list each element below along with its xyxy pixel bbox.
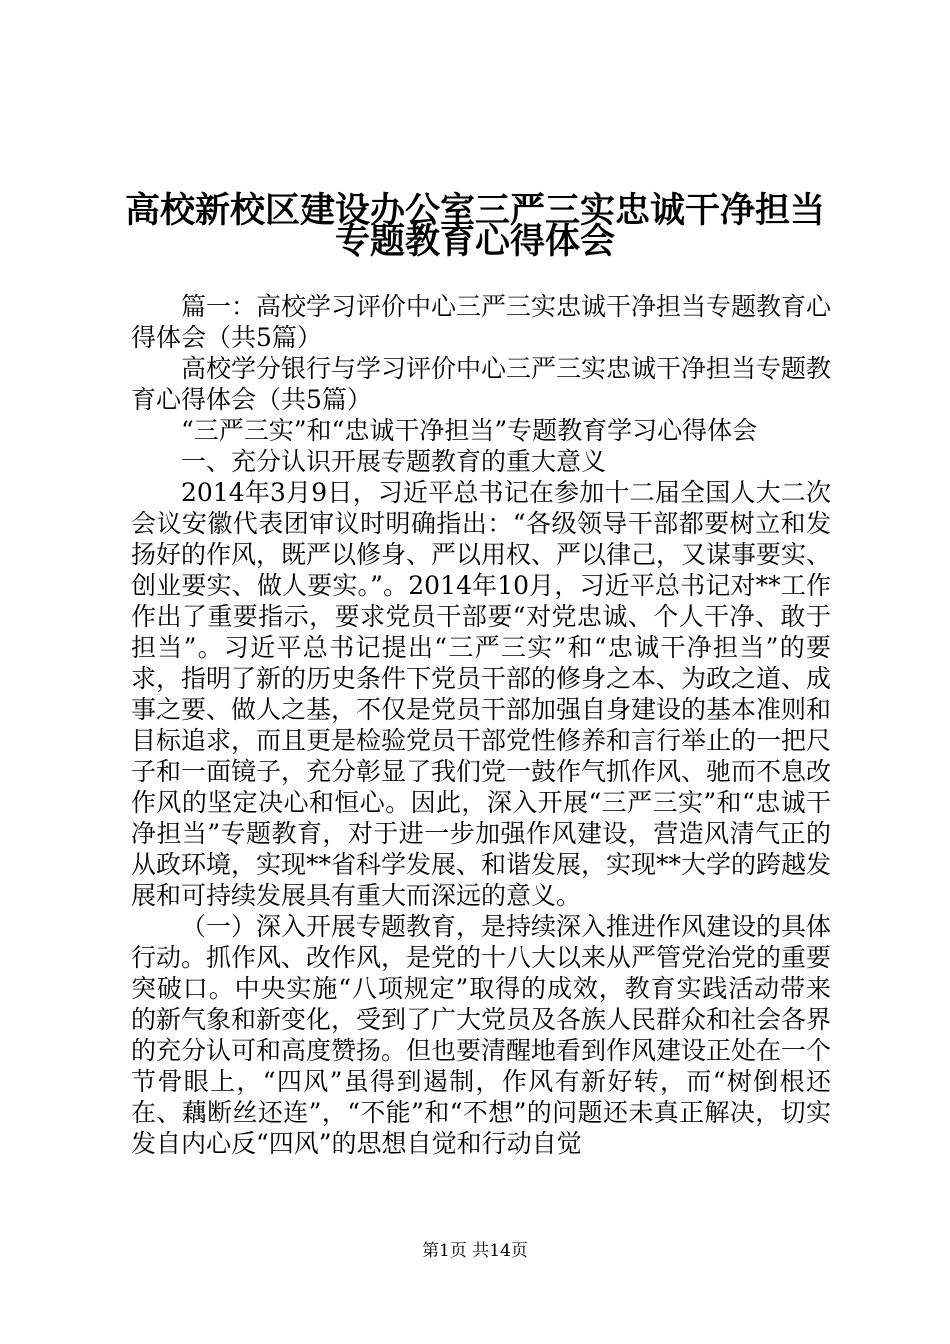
paragraph-3: “三严三实”和“忠诚干净担当”专题教育学习心得体会 xyxy=(181,416,758,445)
paragraph-6: （一）深入开展专题教育，是持续深入推进作风建设的具体行动。抓作风、改作风，是党的十八大以来从严管党治党的重要突破口。中央实施“八项规定”取得的成效，教育实践活动带来的新气象和新变化，受到了广大党员及各族人民群众和社会各界的充分认可和高度赞扬。但也要清醒地看到作风建设正处在一个节骨眼上，“四风”虽得到遏制，作风有新好转，而“树倒根还在、藕断丝还连”，“不能”和“不想”的问题还未真正解决，切实发自内心反“四风”的思想自觉和行动自觉 xyxy=(131,912,832,1158)
document-title-line-2: 专题教育心得体会 xyxy=(334,221,615,262)
page-footer: 第1页 共14页 xyxy=(422,1241,528,1261)
document-title-line-1: 高校新校区建设办公室三严三实忠诚干净担当 xyxy=(124,190,825,231)
paragraph-5: 2014年3月9日，习近平总书记在参加十二届全国人大二次会议安徽代表团审议时明确指出：“各级领导干部都要树立和发扬好的作风，既严以修身、严以用权、严以律己，又谋事要实、创业要实、做人要实。”。2014年10月，习近平总书记对**工作作出了重要指示，要求党员干部要“对党忠诚、个人干净、敢于担当”。习近平总书记提出“三严三实”和“忠诚干净担当”的要求，指明了新的历史条件下党员干部的修身之本、为政之道、成事之要、做人之基，不仅是党员干部加强自身建设的基本准则和目标追求，而且更是检验党员干部党性修养和言行举止的一把尺子和一面镜子，充分彰显了我们党一鼓作气抓作风、驰而不息改作风的坚定决心和恒心。因此，深入开展“三严三实”和“忠诚干净担当”专题教育，对于进一步加强作风建设，营造风清气正的从政环境，实现**省科学发展、和谐发展，实现**大学的跨越发展和可持续发展具有重大而深远的意义。 xyxy=(131,478,832,910)
document-body xyxy=(131,291,831,1159)
paragraph-1: 篇一：高校学习评价中心三严三实忠诚干净担当专题教育心得体会（共5篇） xyxy=(131,292,832,352)
paragraph-2: 高校学分银行与学习评价中心三严三实忠诚干净担当专题教育心得体会（共5篇） xyxy=(131,354,832,414)
paragraph-4: 一、充分认识开展专题教育的重大意义 xyxy=(181,447,607,476)
